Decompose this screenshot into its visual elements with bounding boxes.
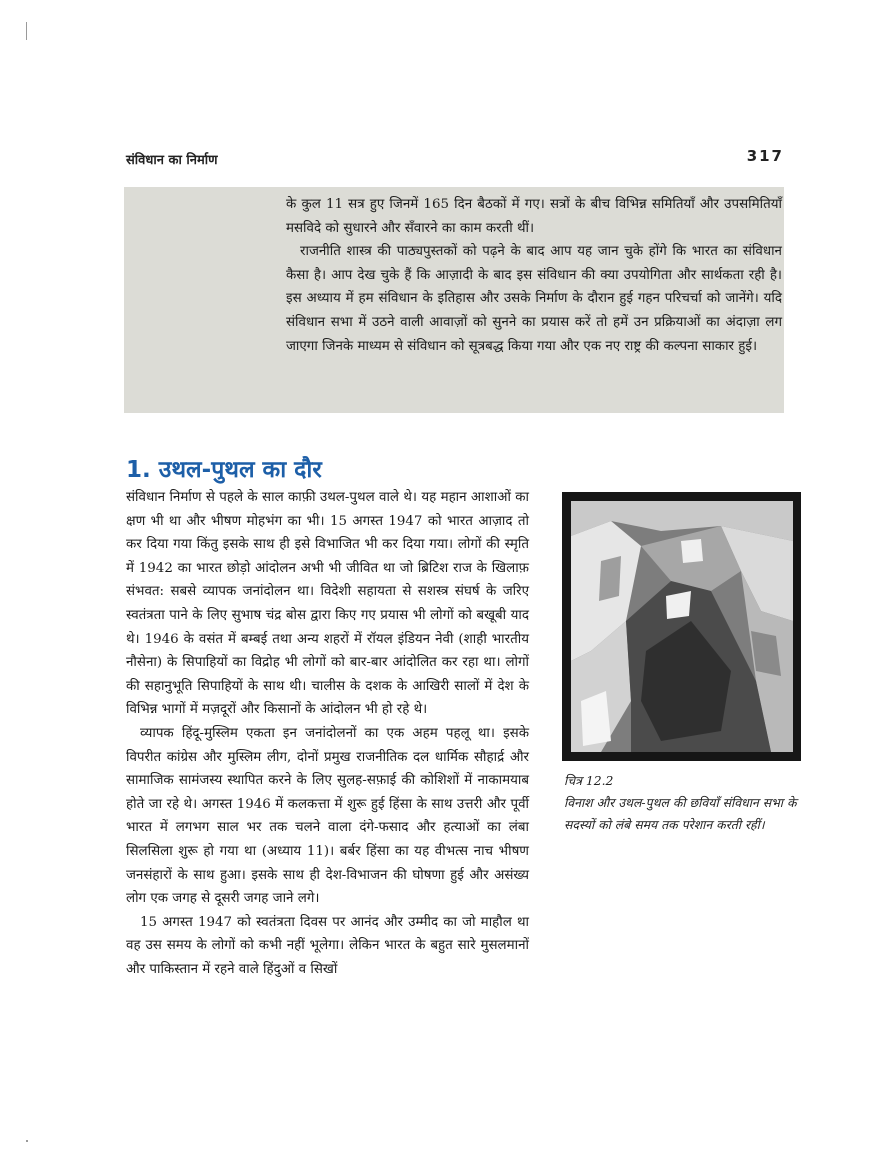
crop-mark-top	[26, 22, 27, 40]
riot-destruction-photo	[571, 501, 793, 752]
body-paragraph: 15 अगस्त 1947 को स्वतंत्रता दिवस पर आनंद और उम्मीद का जो माहौल था वह उस समय के लोगों को कभी नहीं भूलेगा। लेकिन भारत के बहुत सारे मुसलमानों और पाकिस्तान में रहने वाले हिंदुओं व सिखों	[126, 914, 529, 977]
figure-caption	[564, 770, 804, 836]
running-head-title: संविधान का निर्माण	[126, 153, 218, 168]
intro-paragraph: राजनीति शास्त्र की पाठ्यपुस्तकों को पढ़ने के बाद आप यह जान चुके होंगे कि भारत का संविधान कैसा है। आप देख चुके हैं कि आज़ादी के बाद इस संविधान की क्या उपयोगिता और सार्थकता रही है। इस अध्याय में हम संविधान के इतिहास और उसके निर्माण के दौरान हुई गहन परिचर्चा को जानेंगे। यदि संविधान सभा में उठने वाली आवाज़ों को सुनने का प्रयास करें तो हमें उन प्रक्रियाओं का अंदाज़ा लग जाएगा जिनके माध्यम से संविधान को सूत्रबद्ध किया गया और एक नए राष्ट्र की कल्पना साकार हुई।	[286, 244, 782, 354]
crop-mark-bottom	[26, 1140, 28, 1142]
body-paragraph: संविधान निर्माण से पहले के साल काफ़ी उथल-पुथल वाले थे। यह महान आशाओं का क्षण भी था और भीषण मोहभंग का भी। 15 अगस्त 1947 को भारत आज़ाद तो कर दिया गया किंतु इसके साथ ही इसे विभाजित भी कर दिया गया। लोगों की स्मृति में 1942 का भारत छोड़ो आंदोलन अभी भी जीवित था जो ब्रिटिश राज के खिलाफ़ संभवत: सबसे व्यापक जनांदोलन था। विदेशी सहायता से सशस्त्र संघर्ष के जरिए स्वतंत्रता पाने के लिए सुभाष चंद्र बोस द्वारा किए गए प्रयास भी लोगों को बखूबी याद थे। 1946 के वसंत में बम्बई तथा अन्य शहरों में रॉयल इंडियन नेवी (शाही भारतीय नौसेना) के सिपाहियों का विद्रोह भी लोगों को बार-बार आंदोलित कर रहा था। लोगों की सहानुभूति सिपाहियों के साथ थी। चालीस के दशक के आखिरी सालों में देश के विभिन्न भागों में मज़दूरों और किसानों के आंदोलन भी हो रहे थे।	[126, 490, 529, 718]
page-number: 317	[746, 147, 784, 165]
section-body	[126, 486, 529, 981]
intro-paragraph: के कुल 11 सत्र हुए जिनमें 165 दिन बैठकों में गए। सत्रों के बीच विभिन्न समितियाँ और उपसमितियाँ मसविदे को सुधारने और सँवारने का काम करती थीं।	[286, 197, 782, 236]
intro-text	[286, 193, 782, 358]
body-paragraph: व्यापक हिंदू-मुस्लिम एकता इन जनांदोलनों का एक अहम पहलू था। इसके विपरीत कांग्रेस और मुस्लिम लीग, दोनों प्रमुख राजनीतिक दल धार्मिक सौहार्द्र और सामाजिक सामंजस्य स्थापित करने के लिए सुलह-सफ़ाई की कोशिशों में नाकामयाब होते जा रहे थे। अगस्त 1946 में कलकत्ता में शुरू हुई हिंसा के साथ उत्तरी और पूर्वी भारत में लगभग साल भर तक चलने वाला दंगे-फसाद और हत्याओं का लंबा सिलसिला शुरू हो गया था (अध्याय 11)। बर्बर हिंसा का यह वीभत्स नाच भीषण जनसंहारों के साथ हुआ। इसके साथ ही देश-विभाजन की घोषणा हुई और असंख्य लोग एक जगह से दूसरी जगह जाने लगे।	[126, 725, 529, 907]
figure-caption-text: विनाश और उथल-पुथल की छवियाँ संविधान सभा के सदस्यों को लंबे समय तक परेशान करती रहीं।	[564, 795, 797, 832]
section-heading: 1. उथल-पुथल का दौर	[126, 457, 322, 483]
figure-label: चित्र 12.2	[564, 773, 614, 788]
